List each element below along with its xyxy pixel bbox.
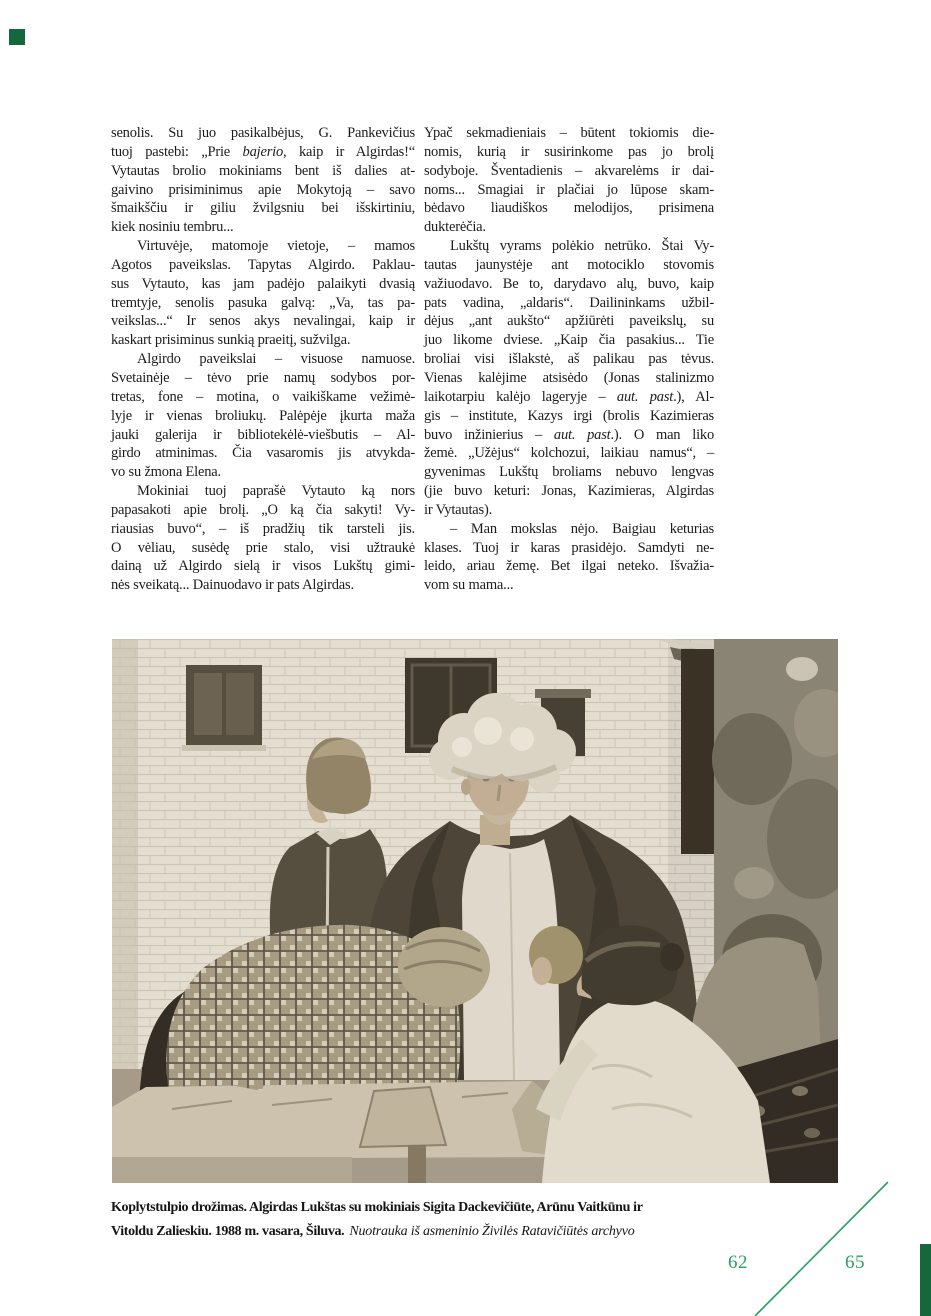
text-line: (jie buvo keturi: Jonas, Kazimieras, Algirdas [424, 483, 714, 500]
text-line: nės sveikatą... Dainuodavo ir pats Algirdas. [111, 577, 354, 594]
text-line: Mokiniai tuoj paprašė Vytauto ką nors [137, 483, 415, 500]
text-line: pats vadina, „aldaris“. Dailininkams užbil- [424, 294, 714, 311]
text-line: girdo atminimas. Čia vasaromis jis atvykda- [111, 445, 415, 462]
text-line: klases. Tuoj ir karas prasidėjo. Samdyti ne- [424, 539, 714, 556]
text-line: kaskart prisiminus sunkią praeitį, sužvilga. [111, 332, 351, 349]
text-line: jauki galerija ir bibliotekėlė-viešbutis – Al- [111, 426, 415, 443]
text-line: ir Vytautas). [424, 501, 493, 518]
text-line: broliai visi išlakstė, aš palikau pas tėvus. [424, 351, 714, 368]
text-line: kiek nosiniu tembru... [111, 219, 234, 236]
gutter-diagonal [748, 1178, 896, 1316]
photo-caption [111, 1196, 771, 1243]
text-line: – Man mokslas nėjo. Baigiau keturias [450, 520, 714, 537]
text-line: buvo inžinierius – aut. past.). O man liko [424, 426, 714, 443]
text-line: dainą už Algirdo sielą ir visos Lukštų gimi- [111, 558, 415, 575]
text-line: Lukštų vyrams polėkio netrūko. Štai Vy- [450, 238, 714, 255]
text-line: šmaikščiu ir giliu žvilgsniu bei išskirtiniu, [111, 200, 415, 217]
page-number-left: 62 [728, 1252, 748, 1273]
text-line: gis – institute, Kazys irgi (brolis Kazimieras [424, 407, 714, 424]
text-line: Vytautas brolio mokiniams bent iš dalies at- [111, 162, 415, 179]
photo [112, 639, 838, 1183]
text-line: važiuodavo. Be to, darydavo alų, buvo, kaip [424, 275, 714, 292]
text-line: laikotarpiu kalėjo lageryje – aut. past.), Al- [424, 388, 714, 405]
caption-line-2 [111, 1220, 771, 1244]
page-number-right: 65 [845, 1252, 865, 1273]
text-line: bėdavo liaudiškos melodijos, prisimena [424, 200, 714, 217]
text-line: Ypač sekmadieniais – būtent tokiomis die- [424, 125, 714, 141]
edge-mark [920, 1244, 931, 1316]
text-line: Svetainėje – tėvo prie namų sodybos por- [111, 369, 415, 386]
text-line: tautas jaunystėje ant motociklo stovomis [424, 256, 714, 273]
text-line: Virtuvėje, matomoje vietoje, – mamos [137, 238, 415, 255]
text-line: dukterėčia. [424, 219, 486, 236]
text-line: vo su žmona Elena. [111, 464, 221, 481]
text-line: veikslas...“ Ir senos akys nevalingai, kaip ir [111, 313, 415, 330]
corner-mark [9, 29, 25, 45]
text-line: juo likome dviese. „Kaip čia pasakius... Tie [424, 332, 714, 349]
text-column-right [424, 124, 714, 595]
text-line: gaivino prisiminimus apie Mokytoją – savo [111, 181, 415, 198]
text-line: riausias buvo“, – iš pradžių tik tarsteli jis. [111, 520, 415, 537]
text-line: dėjus „ant aukšto“ apžiūrėti paveikslų, su [424, 313, 714, 330]
text-line: tremtyje, senolis pasuka galvą: „Va, tas pa- [111, 294, 415, 311]
text-line: leido, ariau žemę. Bet ilgai neteko. Išvažia- [424, 558, 714, 575]
text-column-left [111, 124, 415, 595]
text-line: tuoj pastebi: „Prie bajerio, kaip ir Algirdas!“ [111, 143, 415, 160]
caption-line-2-bold: Vitoldu Zalieskiu. 1988 m. vasara, Šiluva. [111, 1223, 345, 1239]
caption-credit: Nuotrauka iš asmeninio Živilės Ratavičiūtės archyvo [349, 1223, 635, 1239]
text-line: Algirdo paveikslai – visuose namuose. [137, 351, 415, 368]
caption-line-1: Koplytstulpio drožimas. Algirdas Lukštas su mokiniais Sigita Dackevičiūte, Arūnu Vaitkūnu ir [111, 1200, 643, 1215]
text-line: O vėliau, susėdę prie stalo, visi užtraukė [111, 539, 415, 556]
text-line: nomis, kurią ir susirinkome pas jo brolį [424, 143, 714, 160]
text-line: Vienas kalėjime atsisėdo (Jonas stalinizmo [424, 369, 714, 386]
text-line: papasakoti apie brolį. „O ką čia sakyti! Vy- [111, 501, 415, 518]
text-line: lyje ir vienas broliukų. Palėpėje įkurta maža [111, 407, 415, 424]
text-line: tretas, fone – motina, o vaikiškame vežimė- [111, 388, 415, 405]
text-line: žemė. „Užėjus“ kolchozui, laikiau namus“, – [424, 445, 714, 462]
text-line: sodyboje. Šventadienis – akvarelėms ir dai- [424, 162, 714, 179]
text-line: noms... Smagiai ir plačiai jo lūpose skam- [424, 181, 714, 198]
text-line: Agotos paveikslas. Tapytas Algirdo. Paklau- [111, 256, 415, 273]
text-line: gyvenimas Lukštų broliams nebuvo lengvas [424, 464, 714, 481]
text-line: vom su mama... [424, 577, 514, 594]
text-line: sus Vytauto, kas jam padėjo palaikyti dvasią [111, 275, 415, 292]
text-line: senolis. Su juo pasikalbėjus, G. Pankevičius [111, 125, 415, 141]
